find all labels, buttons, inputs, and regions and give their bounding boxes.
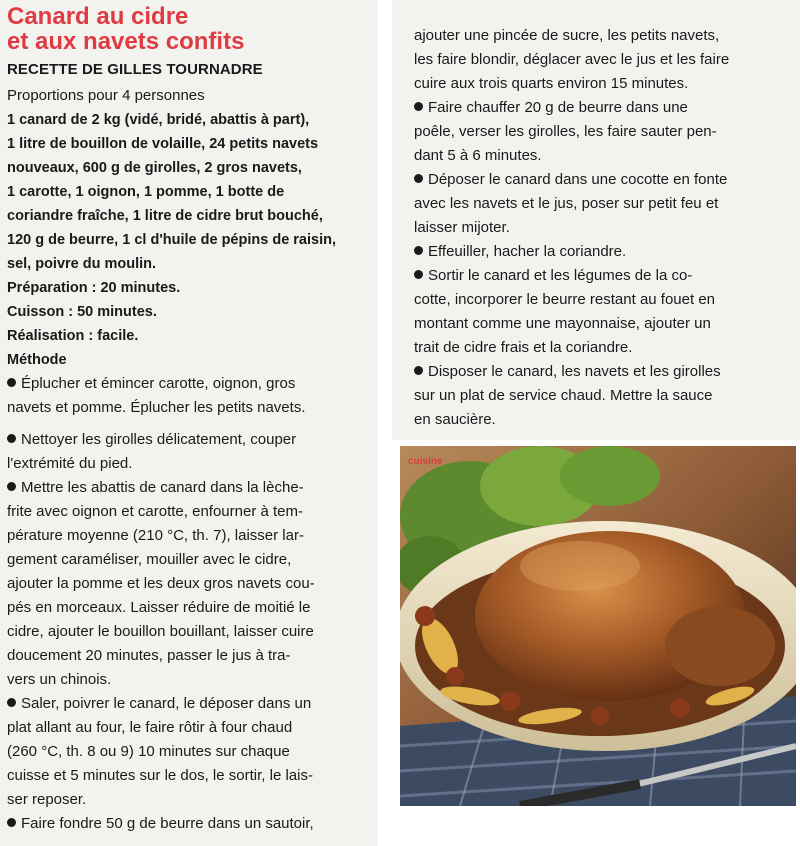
step-line: Faire chauffer 20 g de beurre dans une <box>428 99 688 116</box>
step-line: Nettoyer les girolles délicatement, couper <box>21 431 297 448</box>
chef-credit: RECETTE DE GILLES TOURNADRE <box>7 61 263 78</box>
preparation-time: Préparation : 20 minutes. <box>7 280 181 296</box>
step-line: montant comme une mayonnaise, ajouter un <box>414 315 711 332</box>
title-line-2: et aux navets confits <box>7 28 245 55</box>
step-line: cotte, incorporer le beurre restant au fouet en <box>414 291 716 308</box>
ingredient-line: coriandre fraîche, 1 litre de cidre brut bouché, <box>7 208 323 224</box>
difficulty: Réalisation : facile. <box>7 328 139 344</box>
step-line: cuisse et 5 minutes sur le dos, le sortir, le lais- <box>7 767 313 784</box>
step-10 <box>414 360 766 432</box>
step-line: pérature moyenne (210 °C, th. 7), laisser lar- <box>7 527 304 544</box>
step-6 <box>414 96 766 168</box>
step-line: Éplucher et émincer carotte, oignon, gros <box>21 375 296 392</box>
step-line: sur un plat de service chaud. Mettre la sauce <box>414 387 713 404</box>
step-2 <box>7 428 369 476</box>
step-3 <box>7 476 369 692</box>
step-line: Sortir le canard et les légumes de la co- <box>428 267 693 284</box>
step-9 <box>414 264 766 360</box>
bullet-icon <box>414 270 423 279</box>
ingredient-line: nouveaux, 600 g de girolles, 2 gros navets, <box>7 160 302 176</box>
step-line: Déposer le canard dans une cocotte en fonte <box>428 171 728 188</box>
step-5 <box>7 812 369 836</box>
step-line: trait de cidre frais et la coriandre. <box>414 339 633 356</box>
step-line: ajouter une pincée de sucre, les petits navets, <box>414 27 720 44</box>
step-line: gement caraméliser, mouiller avec le cidre, <box>7 551 292 568</box>
steps-left-block <box>7 428 369 836</box>
ingredient-line: 1 litre de bouillon de volaille, 24 petits navets <box>7 136 319 152</box>
step-line: pés en morceaux. Laisser réduire de moitié le <box>7 599 311 616</box>
step-line: navets et pomme. Éplucher les petits navets. <box>7 399 306 416</box>
steps-right-block <box>414 24 766 432</box>
step-line: les faire blondir, déglacer avec le jus et les faire <box>414 51 730 68</box>
ingredient-line: 1 carotte, 1 oignon, 1 pomme, 1 botte de <box>7 184 285 200</box>
bullet-icon <box>414 102 423 111</box>
step-line: frite avec oignon et carotte, enfourner à tem- <box>7 503 303 520</box>
step-line: Disposer le canard, les navets et les girolles <box>428 363 721 380</box>
step-4 <box>7 692 369 812</box>
step-line: ajouter la pomme et les deux gros navets cou- <box>7 575 315 592</box>
step-line: Mettre les abattis de canard dans la lèche- <box>21 479 304 496</box>
ingredients-block <box>7 84 369 420</box>
step-line: l'extrémité du pied. <box>7 455 133 472</box>
step-line: plat allant au four, le faire rôtir à four chaud <box>7 719 293 736</box>
step-line: poêle, verser les girolles, les faire sauter pen- <box>414 123 717 140</box>
duck-illustration <box>400 446 796 806</box>
bullet-icon <box>414 174 423 183</box>
portions-text: Proportions pour 4 personnes <box>7 87 205 104</box>
step-line: ser reposer. <box>7 791 87 808</box>
title-line-1: Canard au cidre <box>7 3 189 30</box>
ingredient-line: 120 g de beurre, 1 cl d'huile de pépins de raisin, <box>7 232 336 248</box>
step-line: dant 5 à 6 minutes. <box>414 147 542 164</box>
step-8 <box>414 240 766 264</box>
ingredient-line: 1 canard de 2 kg (vidé, bridé, abattis à part), <box>7 112 310 128</box>
step-line: Faire fondre 50 g de beurre dans un sautoir, <box>21 815 314 832</box>
step-line: vers un chinois. <box>7 671 112 688</box>
photo-watermark: cuisine <box>408 456 443 467</box>
bullet-icon <box>7 818 16 827</box>
bullet-icon <box>7 482 16 491</box>
step-line: (260 °C, th. 8 ou 9) 10 minutes sur chaque <box>7 743 290 760</box>
recipe-title <box>7 4 367 54</box>
bullet-icon <box>7 434 16 443</box>
step-line: avec les navets et le jus, poser sur petit feu et <box>414 195 719 212</box>
bullet-icon <box>7 698 16 707</box>
method-heading: Méthode <box>7 352 67 368</box>
cooking-time: Cuisson : 50 minutes. <box>7 304 157 320</box>
step-line: en saucière. <box>414 411 496 428</box>
step-line: cidre, ajouter le bouillon bouillant, laisser cuire <box>7 623 314 640</box>
step-7 <box>414 168 766 240</box>
roast-duck-photo <box>400 446 796 806</box>
step-5-continuation <box>414 24 766 96</box>
step-line: cuire aux trois quarts environ 15 minutes. <box>414 75 689 92</box>
step-line: laisser mijoter. <box>414 219 510 236</box>
step-line: doucement 20 minutes, passer le jus à tra- <box>7 647 291 664</box>
bullet-icon <box>414 246 423 255</box>
bullet-icon <box>7 378 16 387</box>
step-line: Effeuiller, hacher la coriandre. <box>428 243 627 260</box>
ingredient-line: sel, poivre du moulin. <box>7 256 157 272</box>
step-1 <box>7 372 369 420</box>
step-line: Saler, poivrer le canard, le déposer dans un <box>21 695 312 712</box>
bullet-icon <box>414 366 423 375</box>
